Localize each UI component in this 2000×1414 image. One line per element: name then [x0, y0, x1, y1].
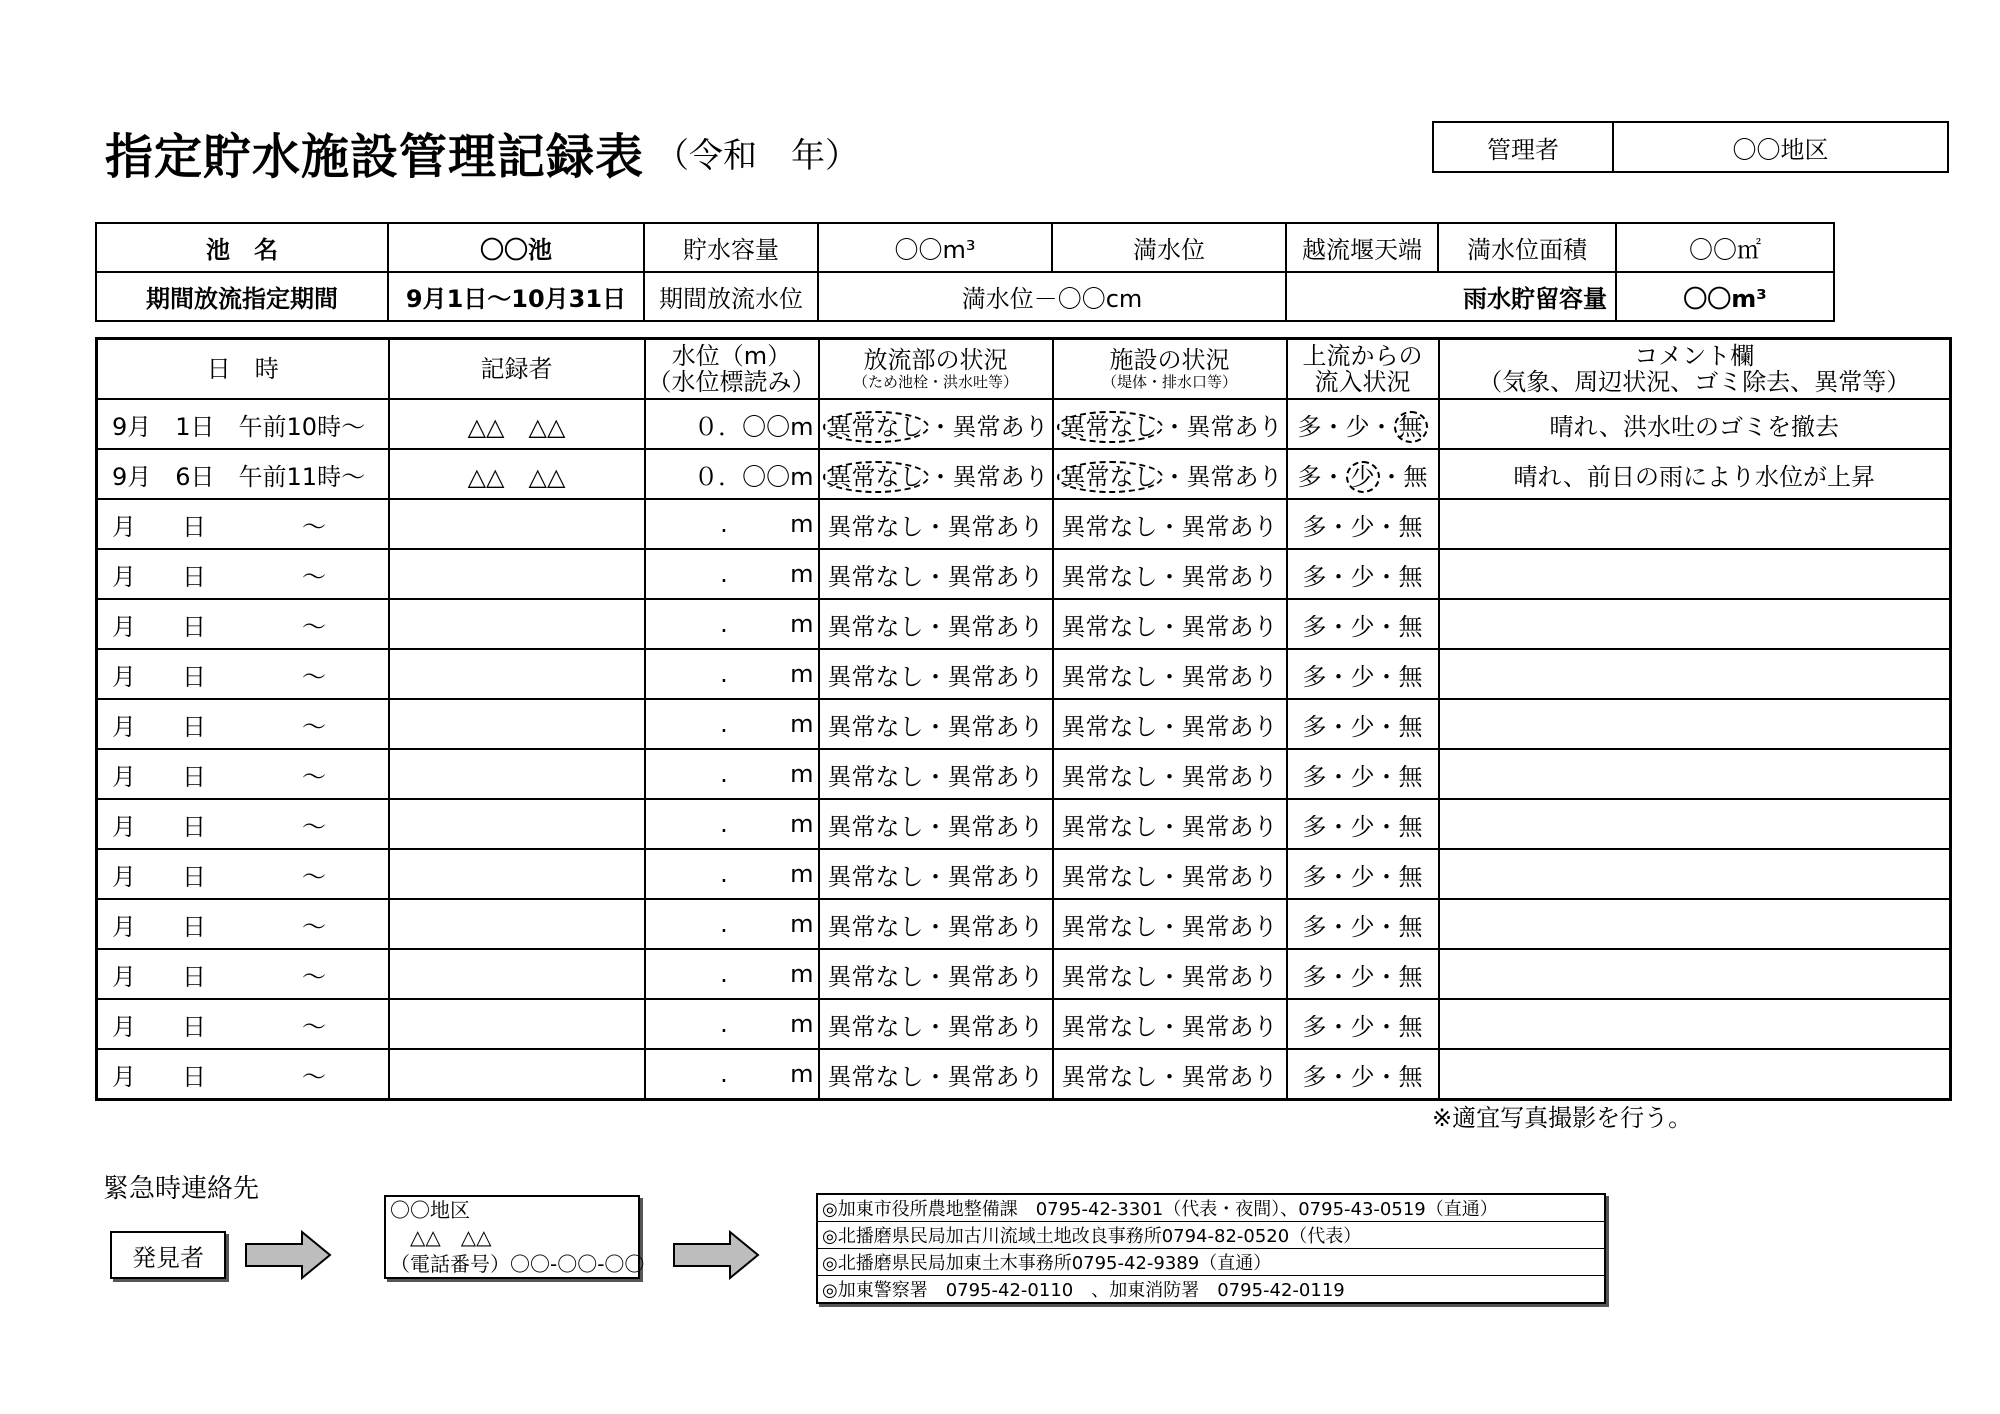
- selected-option: 異常なし: [823, 411, 929, 443]
- month-label: 月: [112, 662, 136, 691]
- facility-status-cell[interactable]: 異常なし・異常あり: [1053, 799, 1287, 849]
- district-name: 〇〇地区: [390, 1198, 470, 1222]
- outlet-status-cell[interactable]: 異常なし・異常あり: [819, 849, 1053, 899]
- date-cell[interactable]: [97, 499, 389, 549]
- other-option: ・異常あり: [928, 462, 1049, 491]
- tilde-label: ～: [302, 912, 326, 941]
- level-cell[interactable]: [645, 749, 819, 799]
- inflow-status-cell[interactable]: 多・少・無: [1287, 1049, 1439, 1100]
- rain-storage-value[interactable]: 〇〇m³: [1616, 272, 1834, 321]
- month-label: 月: [112, 612, 136, 641]
- header-facility-sub: （堤体・排水口等）: [1101, 373, 1237, 391]
- contact-item: ◎加東警察署 0795-42-0110 、加東消防署 0795-42-0119: [817, 1276, 1605, 1304]
- header-comment-main: コメント欄: [1634, 342, 1755, 370]
- manager-label: 管理者: [1434, 123, 1614, 171]
- facility-status-cell[interactable]: 異常なし・異常あり: [1053, 999, 1287, 1049]
- selected-option: 少: [1346, 461, 1380, 493]
- comment-cell[interactable]: [1439, 749, 1951, 799]
- arrow-right-icon: [672, 1230, 760, 1280]
- comment-cell[interactable]: 晴れ、前日の雨により水位が上昇: [1439, 449, 1951, 499]
- facility-status-cell[interactable]: [1053, 399, 1287, 449]
- table-row: [97, 649, 1951, 699]
- comment-cell[interactable]: [1439, 849, 1951, 899]
- month-label: 月: [112, 562, 136, 591]
- comment-cell[interactable]: [1439, 599, 1951, 649]
- selected-option: 異常なし: [823, 461, 929, 493]
- table-row: [97, 549, 1951, 599]
- recorder-cell[interactable]: [389, 699, 645, 749]
- inflow-status-cell[interactable]: 多・少・無: [1287, 499, 1439, 549]
- month-label: 月: [112, 512, 136, 541]
- area-value[interactable]: 〇〇㎡: [1616, 223, 1834, 272]
- header-inflow-sub: 流入状況: [1314, 368, 1411, 396]
- level-cell[interactable]: ０．〇〇m: [645, 399, 819, 449]
- facility-status-cell[interactable]: 異常なし・異常あり: [1053, 549, 1287, 599]
- decimal-dot: .: [720, 660, 728, 688]
- contact-item: ◎加東市役所農地整備課 0795-42-3301（代表・夜間）、0795-43-0519（直通）: [817, 1194, 1605, 1222]
- facility-status-cell[interactable]: 異常なし・異常あり: [1053, 649, 1287, 699]
- header-comment: [1439, 339, 1951, 400]
- other-option: ・異常あり: [928, 412, 1049, 441]
- other-option: ・異常あり: [1162, 412, 1283, 441]
- unit-label: m: [790, 660, 814, 688]
- inflow-status-cell[interactable]: 多・少・無: [1287, 549, 1439, 599]
- table-row: [97, 499, 1951, 549]
- tilde-label: ～: [302, 812, 326, 841]
- month-label: 月: [112, 762, 136, 791]
- recorder-cell[interactable]: [389, 749, 645, 799]
- period-level-value[interactable]: 満水位－〇〇cm: [818, 272, 1286, 321]
- pond-info-table: [95, 222, 1835, 322]
- weir-label: 越流堰天端: [1286, 223, 1438, 272]
- day-label: 日: [182, 712, 206, 741]
- inflow-status-cell[interactable]: 多・少・無: [1287, 799, 1439, 849]
- level-cell[interactable]: ０．〇〇m: [645, 449, 819, 499]
- day-label: 日: [182, 612, 206, 641]
- record-header-row: [97, 339, 1951, 400]
- photo-note: ※適宜写真撮影を行う。: [1432, 1104, 1693, 1132]
- page-title: 指定貯水施設管理記録表: [105, 129, 645, 185]
- record-table: [95, 337, 1952, 1101]
- level-cell[interactable]: [645, 1049, 819, 1100]
- level-cell[interactable]: [645, 999, 819, 1049]
- era-label: （令和 年）: [655, 136, 859, 176]
- outlet-status-cell[interactable]: 異常なし・異常あり: [819, 549, 1053, 599]
- date-cell[interactable]: [97, 899, 389, 949]
- table-row: [97, 599, 1951, 649]
- facility-status-cell[interactable]: 異常なし・異常あり: [1053, 599, 1287, 649]
- date-cell[interactable]: [97, 549, 389, 599]
- outlet-status-cell[interactable]: 異常なし・異常あり: [819, 999, 1053, 1049]
- finder-box: 発見者: [110, 1231, 226, 1279]
- day-label: 日: [182, 912, 206, 941]
- unit-label: m: [790, 910, 814, 938]
- day-label: 日: [182, 862, 206, 891]
- date-cell[interactable]: 9月 6日 午前11時～: [97, 449, 389, 499]
- inflow-status-cell[interactable]: 多・少・無: [1287, 599, 1439, 649]
- other-option: ・無: [1379, 462, 1428, 491]
- decimal-dot: .: [720, 960, 728, 988]
- comment-cell[interactable]: [1439, 999, 1951, 1049]
- day-label: 日: [182, 1012, 206, 1041]
- recorder-cell[interactable]: [389, 849, 645, 899]
- comment-cell[interactable]: [1439, 649, 1951, 699]
- unit-label: m: [790, 560, 814, 588]
- level-cell[interactable]: [645, 949, 819, 999]
- inflow-status-cell[interactable]: 多・少・無: [1287, 949, 1439, 999]
- month-label: 月: [112, 712, 136, 741]
- pond-name-label: 池 名: [96, 223, 388, 272]
- table-row: [97, 999, 1951, 1049]
- comment-cell[interactable]: [1439, 549, 1951, 599]
- decimal-dot: .: [720, 510, 728, 538]
- header-facility-main: 施設の状況: [1109, 346, 1230, 374]
- header-comment-sub: （気象、周辺状況、ゴミ除去、異常等）: [1478, 368, 1911, 396]
- tilde-label: ～: [302, 1012, 326, 1041]
- day-label: 日: [182, 662, 206, 691]
- inflow-status-cell[interactable]: 多・少・無: [1287, 649, 1439, 699]
- comment-cell[interactable]: [1439, 1049, 1951, 1100]
- unit-label: m: [790, 860, 814, 888]
- outlet-status-cell[interactable]: 異常なし・異常あり: [819, 1049, 1053, 1100]
- header-recorder: 記録者: [389, 339, 645, 400]
- comment-cell[interactable]: [1439, 949, 1951, 999]
- facility-status-cell[interactable]: 異常なし・異常あり: [1053, 499, 1287, 549]
- recorder-cell[interactable]: [389, 999, 645, 1049]
- table-row: [97, 749, 1951, 799]
- contact-item: ◎北播磨県民局加東土木事務所0795-42-9389（直通）: [817, 1249, 1605, 1276]
- area-label: 満水位面積: [1438, 223, 1616, 272]
- recorder-cell[interactable]: [389, 949, 645, 999]
- emergency-title: 緊急時連絡先: [103, 1174, 260, 1204]
- period-label: 期間放流指定期間: [96, 272, 388, 321]
- unit-label: m: [790, 1060, 814, 1088]
- outlet-status-cell[interactable]: 異常なし・異常あり: [819, 699, 1053, 749]
- table-row: [97, 799, 1951, 849]
- tilde-label: ～: [302, 512, 326, 541]
- recorder-cell[interactable]: [389, 649, 645, 699]
- day-label: 日: [182, 962, 206, 991]
- month-label: 月: [112, 812, 136, 841]
- manager-box: [1432, 121, 1949, 173]
- date-cell[interactable]: [97, 699, 389, 749]
- header-level-sub: （水位標読み）: [647, 368, 816, 396]
- level-cell[interactable]: [645, 599, 819, 649]
- selected-option: 異常なし: [1057, 461, 1163, 493]
- manager-value[interactable]: 〇〇地区: [1732, 135, 1829, 164]
- decimal-dot: .: [720, 910, 728, 938]
- comment-cell[interactable]: [1439, 699, 1951, 749]
- header-date: 日 時: [97, 339, 389, 400]
- outlet-status-cell[interactable]: [819, 449, 1053, 499]
- unit-label: m: [790, 610, 814, 638]
- inflow-status-cell[interactable]: 多・少・無: [1287, 699, 1439, 749]
- outlet-status-cell[interactable]: 異常なし・異常あり: [819, 899, 1053, 949]
- month-label: 月: [112, 1062, 136, 1091]
- recorder-cell[interactable]: [389, 1049, 645, 1100]
- decimal-dot: .: [720, 710, 728, 738]
- recorder-cell[interactable]: [389, 499, 645, 549]
- recorder-cell[interactable]: [389, 549, 645, 599]
- comment-cell[interactable]: [1439, 899, 1951, 949]
- unit-label: m: [790, 760, 814, 788]
- tilde-label: ～: [302, 762, 326, 791]
- month-label: 月: [112, 862, 136, 891]
- outlet-status-cell[interactable]: 異常なし・異常あり: [819, 749, 1053, 799]
- day-label: 日: [182, 562, 206, 591]
- decimal-dot: .: [720, 760, 728, 788]
- facility-status-cell[interactable]: [1053, 449, 1287, 499]
- selected-option: 異常なし: [1057, 411, 1163, 443]
- selected-option: 無: [1394, 411, 1428, 443]
- outlet-status-cell[interactable]: 異常なし・異常あり: [819, 949, 1053, 999]
- period-value[interactable]: 9月1日～10月31日: [388, 272, 644, 321]
- header-outlet: [819, 339, 1053, 400]
- header-level-main: 水位（m）: [671, 342, 792, 370]
- inflow-status-cell[interactable]: [1287, 399, 1439, 449]
- decimal-dot: .: [720, 1010, 728, 1038]
- comment-cell[interactable]: [1439, 799, 1951, 849]
- decimal-dot: .: [720, 560, 728, 588]
- day-label: 日: [182, 512, 206, 541]
- date-cell[interactable]: [97, 799, 389, 849]
- comment-cell[interactable]: [1439, 499, 1951, 549]
- recorder-cell[interactable]: △△ △△: [389, 449, 645, 499]
- header-facility: [1053, 339, 1287, 400]
- level-cell[interactable]: [645, 649, 819, 699]
- decimal-dot: .: [720, 610, 728, 638]
- date-cell[interactable]: [97, 749, 389, 799]
- rain-storage-label: 雨水貯留容量: [1286, 272, 1616, 321]
- recorder-cell[interactable]: [389, 599, 645, 649]
- district-person: △△ △△: [390, 1225, 492, 1249]
- outlet-status-cell[interactable]: 異常なし・異常あり: [819, 799, 1053, 849]
- decimal-dot: .: [720, 860, 728, 888]
- facility-status-cell[interactable]: 異常なし・異常あり: [1053, 849, 1287, 899]
- level-cell[interactable]: [645, 499, 819, 549]
- inflow-status-cell[interactable]: 多・少・無: [1287, 899, 1439, 949]
- table-row: [97, 949, 1951, 999]
- district-phone: （電話番号）〇〇-〇〇-〇〇: [390, 1252, 645, 1276]
- outlet-status-cell[interactable]: 異常なし・異常あり: [819, 499, 1053, 549]
- unit-label: m: [790, 960, 814, 988]
- day-label: 日: [182, 762, 206, 791]
- inflow-status-cell[interactable]: 多・少・無: [1287, 749, 1439, 799]
- other-option: 多・: [1297, 462, 1346, 491]
- tilde-label: ～: [302, 712, 326, 741]
- tilde-label: ～: [302, 862, 326, 891]
- facility-status-cell[interactable]: 異常なし・異常あり: [1053, 899, 1287, 949]
- unit-label: m: [790, 710, 814, 738]
- unit-label: m: [790, 1010, 814, 1038]
- table-row: [97, 449, 1951, 499]
- table-row: [97, 699, 1951, 749]
- facility-status-cell[interactable]: 異常なし・異常あり: [1053, 749, 1287, 799]
- header-outlet-main: 放流部の状況: [863, 346, 1008, 374]
- arrow-right-icon: [244, 1230, 332, 1280]
- level-cell[interactable]: [645, 799, 819, 849]
- date-cell[interactable]: [97, 949, 389, 999]
- day-label: 日: [182, 812, 206, 841]
- other-option: ・異常あり: [1162, 462, 1283, 491]
- decimal-dot: .: [720, 1060, 728, 1088]
- other-option: 多・少・: [1297, 412, 1394, 441]
- table-row: [97, 399, 1951, 449]
- tilde-label: ～: [302, 562, 326, 591]
- inflow-status-cell[interactable]: [1287, 449, 1439, 499]
- facility-status-cell[interactable]: 異常なし・異常あり: [1053, 949, 1287, 999]
- month-label: 月: [112, 912, 136, 941]
- inflow-status-cell[interactable]: 多・少・無: [1287, 999, 1439, 1049]
- tilde-label: ～: [302, 662, 326, 691]
- day-label: 日: [182, 1062, 206, 1091]
- header-level: [645, 339, 819, 400]
- outlet-status-cell[interactable]: 異常なし・異常あり: [819, 649, 1053, 699]
- date-cell[interactable]: [97, 1049, 389, 1100]
- tilde-label: ～: [302, 612, 326, 641]
- capacity-value[interactable]: 〇〇m³: [818, 223, 1052, 272]
- table-row: [97, 849, 1951, 899]
- recorder-cell[interactable]: △△ △△: [389, 399, 645, 449]
- table-row: [97, 899, 1951, 949]
- month-label: 月: [112, 962, 136, 991]
- tilde-label: ～: [302, 1062, 326, 1091]
- date-cell[interactable]: [97, 599, 389, 649]
- header-inflow-main: 上流からの: [1302, 342, 1423, 370]
- agency-contacts-table: [816, 1193, 1606, 1304]
- unit-label: m: [790, 810, 814, 838]
- tilde-label: ～: [302, 962, 326, 991]
- period-level-label: 期間放流水位: [644, 272, 818, 321]
- contact-item: ◎北播磨県民局加古川流域土地改良事務所0794-82-0520（代表）: [817, 1222, 1605, 1249]
- recorder-cell[interactable]: [389, 799, 645, 849]
- date-cell[interactable]: [97, 849, 389, 899]
- level-cell[interactable]: [645, 549, 819, 599]
- month-label: 月: [112, 1012, 136, 1041]
- date-cell[interactable]: [97, 649, 389, 699]
- full-level-label: 満水位: [1052, 223, 1286, 272]
- date-cell[interactable]: 9月 1日 午前10時～: [97, 399, 389, 449]
- outlet-status-cell[interactable]: 異常なし・異常あり: [819, 599, 1053, 649]
- inflow-status-cell[interactable]: 多・少・無: [1287, 849, 1439, 899]
- level-cell[interactable]: [645, 849, 819, 899]
- level-cell[interactable]: [645, 699, 819, 749]
- recorder-cell[interactable]: [389, 899, 645, 949]
- table-row: [97, 1049, 1951, 1100]
- facility-status-cell[interactable]: 異常なし・異常あり: [1053, 699, 1287, 749]
- decimal-dot: .: [720, 810, 728, 838]
- pond-name-value[interactable]: 〇〇池: [388, 223, 644, 272]
- header-outlet-sub: （ため池栓・洪水吐等）: [852, 373, 1018, 391]
- date-cell[interactable]: [97, 999, 389, 1049]
- comment-cell[interactable]: 晴れ、洪水吐のゴミを撤去: [1439, 399, 1951, 449]
- header-inflow: [1287, 339, 1439, 400]
- capacity-label: 貯水容量: [644, 223, 818, 272]
- facility-status-cell[interactable]: 異常なし・異常あり: [1053, 1049, 1287, 1100]
- outlet-status-cell[interactable]: [819, 399, 1053, 449]
- unit-label: m: [790, 510, 814, 538]
- district-contact-box: [384, 1195, 645, 1279]
- level-cell[interactable]: [645, 899, 819, 949]
